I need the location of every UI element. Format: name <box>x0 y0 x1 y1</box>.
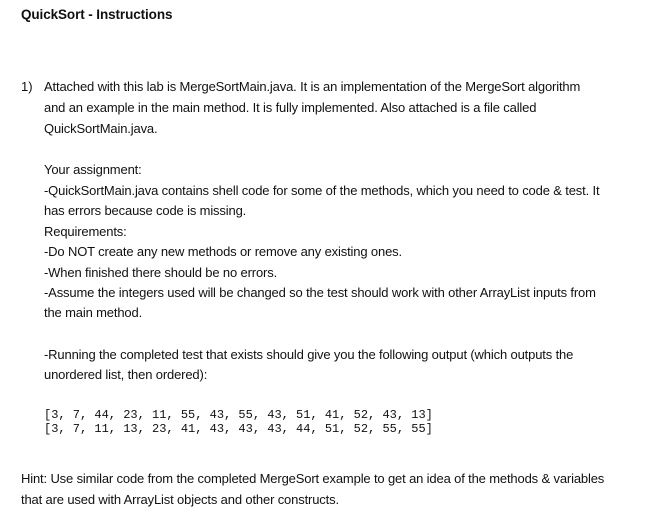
page-title: QuickSort - Instructions <box>21 7 173 22</box>
requirement-line: the main method. <box>44 305 143 320</box>
output-ordered: [3, 7, 11, 13, 23, 41, 43, 43, 43, 44, 51, 52, 55, 55] <box>44 422 433 436</box>
hint-line: Hint: Use similar code from the completed MergeSort example to get an idea of the methods & variables <box>21 471 605 486</box>
assignment-heading: Your assignment: <box>44 162 142 177</box>
assignment-line: -QuickSortMain.java contains shell code for some of the methods, which you need to code & test. It <box>44 183 600 198</box>
paragraph-line: QuickSortMain.java. <box>44 121 158 136</box>
running-line: -Running the completed test that exists should give you the following output (which outputs the <box>44 347 574 362</box>
requirement-line: -Assume the integers used will be changed so the test should work with other ArrayList inputs from <box>44 285 596 300</box>
list-item-number: 1) <box>21 79 33 94</box>
output-unordered: [3, 7, 44, 23, 11, 55, 43, 55, 43, 51, 41, 52, 43, 13] <box>44 408 433 422</box>
hint-line: that are used with ArrayList objects and other constructs. <box>21 492 339 507</box>
requirement-line: -Do NOT create any new methods or remove any existing ones. <box>44 244 402 259</box>
requirement-line: -When finished there should be no errors. <box>44 265 278 280</box>
paragraph-line: Attached with this lab is MergeSortMain.java. It is an implementation of the MergeSort algorithm <box>44 79 581 94</box>
running-line: unordered list, then ordered): <box>44 367 208 382</box>
paragraph-line: and an example in the main method. It is fully implemented. Also attached is a file called <box>44 100 537 115</box>
assignment-line: has errors because code is missing. <box>44 203 247 218</box>
requirements-heading: Requirements: <box>44 224 127 239</box>
